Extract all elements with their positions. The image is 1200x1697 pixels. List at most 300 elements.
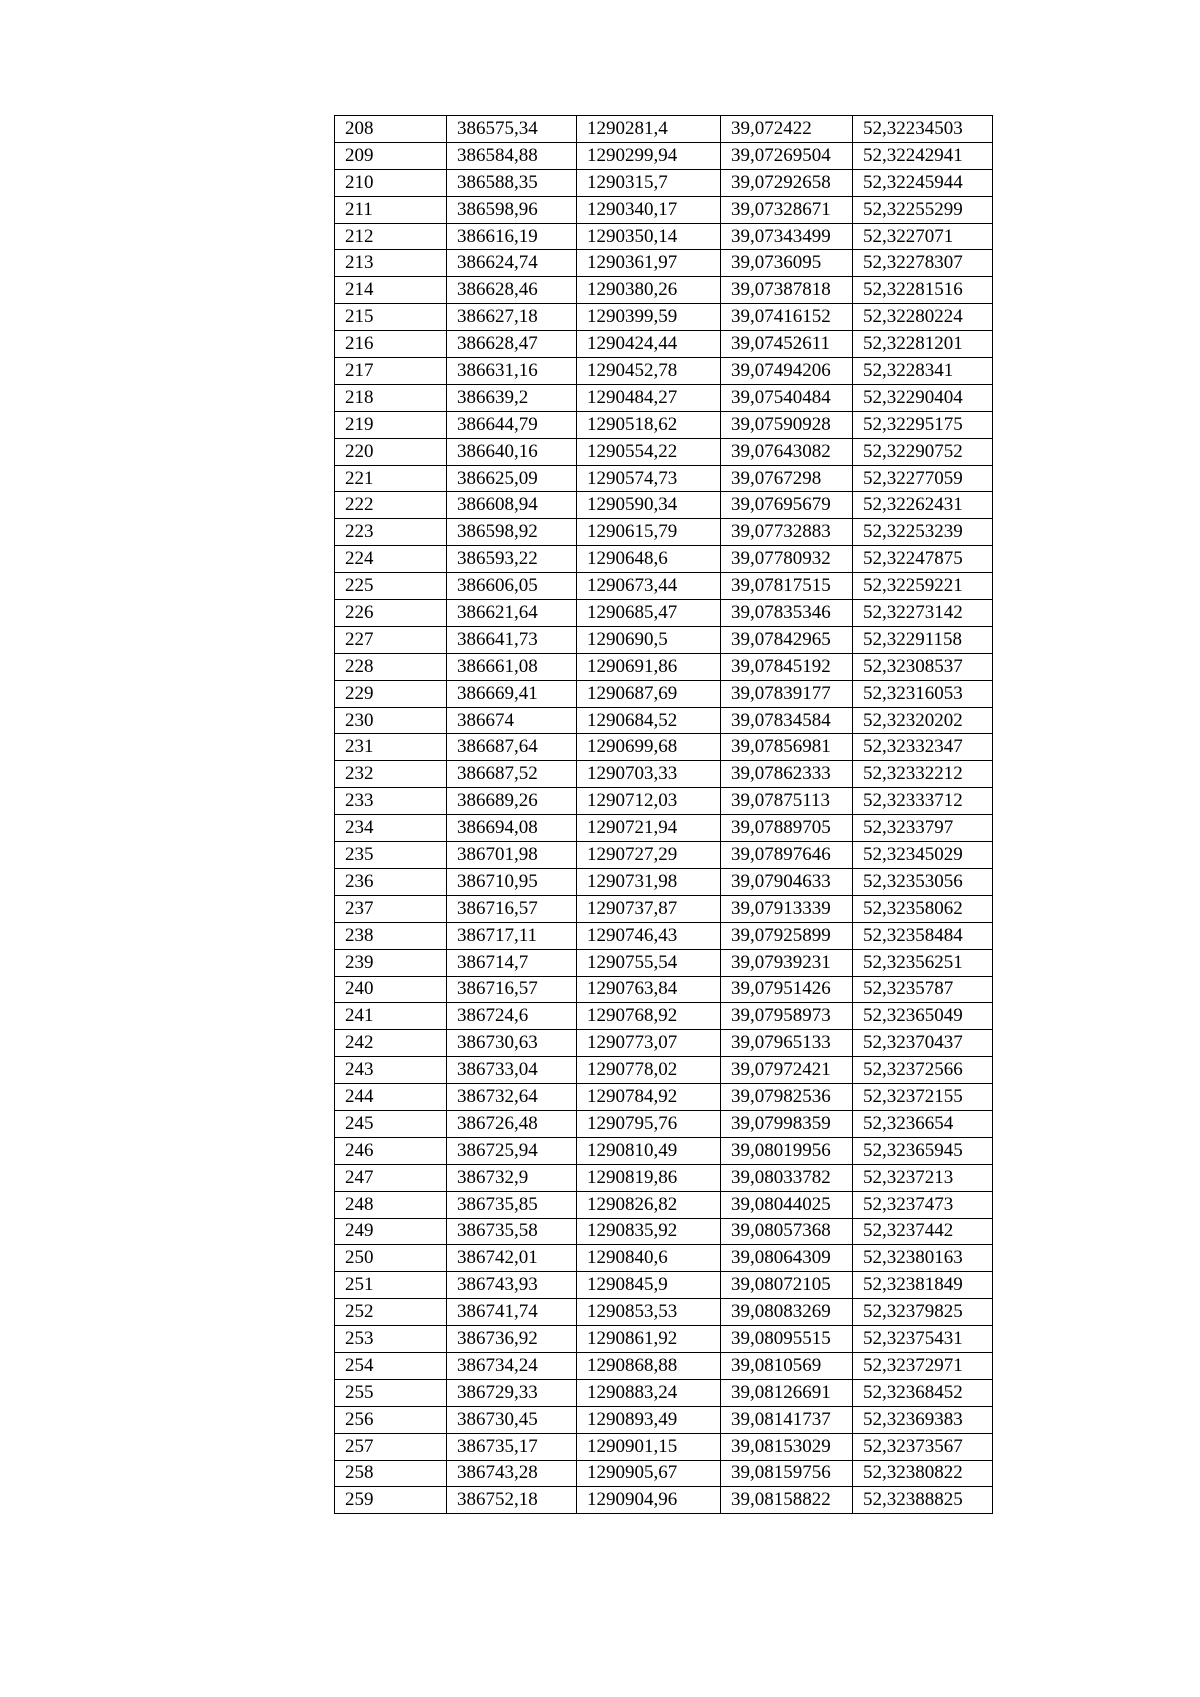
longitude-cell: 39,07862333 bbox=[721, 761, 853, 788]
latitude-cell: 52,32278307 bbox=[853, 250, 993, 277]
table-row bbox=[335, 573, 993, 600]
latitude-cell: 52,32280224 bbox=[853, 304, 993, 331]
point-number-cell: 251 bbox=[335, 1272, 447, 1299]
point-number-cell: 226 bbox=[335, 600, 447, 627]
longitude-cell: 39,07839177 bbox=[721, 680, 853, 707]
point-number-cell: 225 bbox=[335, 573, 447, 600]
y-coordinate-cell: 1290905,67 bbox=[577, 1460, 721, 1487]
latitude-cell: 52,32255299 bbox=[853, 196, 993, 223]
point-number-cell: 235 bbox=[335, 842, 447, 869]
x-coordinate-cell: 386598,96 bbox=[447, 196, 577, 223]
x-coordinate-cell: 386733,04 bbox=[447, 1057, 577, 1084]
latitude-cell: 52,32368452 bbox=[853, 1379, 993, 1406]
latitude-cell: 52,32381849 bbox=[853, 1272, 993, 1299]
point-number-cell: 208 bbox=[335, 116, 447, 143]
y-coordinate-cell: 1290690,5 bbox=[577, 626, 721, 653]
point-number-cell: 246 bbox=[335, 1137, 447, 1164]
latitude-cell: 52,32372155 bbox=[853, 1084, 993, 1111]
table-row bbox=[335, 653, 993, 680]
table-row bbox=[335, 1110, 993, 1137]
longitude-cell: 39,07328671 bbox=[721, 196, 853, 223]
y-coordinate-cell: 1290755,54 bbox=[577, 949, 721, 976]
x-coordinate-cell: 386627,18 bbox=[447, 304, 577, 331]
latitude-cell: 52,32353056 bbox=[853, 868, 993, 895]
x-coordinate-cell: 386735,58 bbox=[447, 1218, 577, 1245]
y-coordinate-cell: 1290810,49 bbox=[577, 1137, 721, 1164]
point-number-cell: 227 bbox=[335, 626, 447, 653]
table-row bbox=[335, 815, 993, 842]
x-coordinate-cell: 386729,33 bbox=[447, 1379, 577, 1406]
latitude-cell: 52,32262431 bbox=[853, 492, 993, 519]
latitude-cell: 52,32281201 bbox=[853, 331, 993, 358]
point-number-cell: 256 bbox=[335, 1406, 447, 1433]
table-row bbox=[335, 976, 993, 1003]
table-row bbox=[335, 868, 993, 895]
point-number-cell: 219 bbox=[335, 411, 447, 438]
x-coordinate-cell: 386732,64 bbox=[447, 1084, 577, 1111]
x-coordinate-cell: 386584,88 bbox=[447, 142, 577, 169]
table-row bbox=[335, 1137, 993, 1164]
table-row bbox=[335, 331, 993, 358]
table-row bbox=[335, 384, 993, 411]
x-coordinate-cell: 386743,93 bbox=[447, 1272, 577, 1299]
point-number-cell: 210 bbox=[335, 169, 447, 196]
x-coordinate-cell: 386687,64 bbox=[447, 734, 577, 761]
latitude-cell: 52,32242941 bbox=[853, 142, 993, 169]
x-coordinate-cell: 386742,01 bbox=[447, 1245, 577, 1272]
point-number-cell: 242 bbox=[335, 1030, 447, 1057]
table-row bbox=[335, 1326, 993, 1353]
y-coordinate-cell: 1290868,88 bbox=[577, 1352, 721, 1379]
longitude-cell: 39,07897646 bbox=[721, 842, 853, 869]
x-coordinate-cell: 386736,92 bbox=[447, 1326, 577, 1353]
longitude-cell: 39,07416152 bbox=[721, 304, 853, 331]
longitude-cell: 39,07590928 bbox=[721, 411, 853, 438]
table-row bbox=[335, 411, 993, 438]
x-coordinate-cell: 386628,46 bbox=[447, 277, 577, 304]
x-coordinate-cell: 386641,73 bbox=[447, 626, 577, 653]
latitude-cell: 52,32333712 bbox=[853, 788, 993, 815]
x-coordinate-cell: 386639,2 bbox=[447, 384, 577, 411]
y-coordinate-cell: 1290773,07 bbox=[577, 1030, 721, 1057]
longitude-cell: 39,08095515 bbox=[721, 1326, 853, 1353]
longitude-cell: 39,08159756 bbox=[721, 1460, 853, 1487]
longitude-cell: 39,07540484 bbox=[721, 384, 853, 411]
x-coordinate-cell: 386734,24 bbox=[447, 1352, 577, 1379]
latitude-cell: 52,32375431 bbox=[853, 1326, 993, 1353]
point-number-cell: 228 bbox=[335, 653, 447, 680]
longitude-cell: 39,07835346 bbox=[721, 600, 853, 627]
point-number-cell: 216 bbox=[335, 331, 447, 358]
point-number-cell: 248 bbox=[335, 1191, 447, 1218]
point-number-cell: 229 bbox=[335, 680, 447, 707]
point-number-cell: 232 bbox=[335, 761, 447, 788]
table-row bbox=[335, 1433, 993, 1460]
y-coordinate-cell: 1290615,79 bbox=[577, 519, 721, 546]
table-row bbox=[335, 1003, 993, 1030]
y-coordinate-cell: 1290574,73 bbox=[577, 465, 721, 492]
latitude-cell: 52,3237473 bbox=[853, 1191, 993, 1218]
latitude-cell: 52,32379825 bbox=[853, 1299, 993, 1326]
longitude-cell: 39,08064309 bbox=[721, 1245, 853, 1272]
x-coordinate-cell: 386741,74 bbox=[447, 1299, 577, 1326]
x-coordinate-cell: 386694,08 bbox=[447, 815, 577, 842]
table-row bbox=[335, 358, 993, 385]
latitude-cell: 52,3227071 bbox=[853, 223, 993, 250]
point-number-cell: 243 bbox=[335, 1057, 447, 1084]
latitude-cell: 52,32320202 bbox=[853, 707, 993, 734]
y-coordinate-cell: 1290554,22 bbox=[577, 438, 721, 465]
y-coordinate-cell: 1290712,03 bbox=[577, 788, 721, 815]
longitude-cell: 39,07913339 bbox=[721, 895, 853, 922]
longitude-cell: 39,07925899 bbox=[721, 922, 853, 949]
y-coordinate-cell: 1290826,82 bbox=[577, 1191, 721, 1218]
point-number-cell: 223 bbox=[335, 519, 447, 546]
longitude-cell: 39,07958973 bbox=[721, 1003, 853, 1030]
latitude-cell: 52,32345029 bbox=[853, 842, 993, 869]
y-coordinate-cell: 1290737,87 bbox=[577, 895, 721, 922]
y-coordinate-cell: 1290763,84 bbox=[577, 976, 721, 1003]
point-number-cell: 255 bbox=[335, 1379, 447, 1406]
y-coordinate-cell: 1290452,78 bbox=[577, 358, 721, 385]
y-coordinate-cell: 1290819,86 bbox=[577, 1164, 721, 1191]
longitude-cell: 39,08044025 bbox=[721, 1191, 853, 1218]
table-row bbox=[335, 788, 993, 815]
latitude-cell: 52,32290404 bbox=[853, 384, 993, 411]
longitude-cell: 39,07951426 bbox=[721, 976, 853, 1003]
table-row bbox=[335, 626, 993, 653]
x-coordinate-cell: 386687,52 bbox=[447, 761, 577, 788]
y-coordinate-cell: 1290901,15 bbox=[577, 1433, 721, 1460]
latitude-cell: 52,32380163 bbox=[853, 1245, 993, 1272]
latitude-cell: 52,32332347 bbox=[853, 734, 993, 761]
x-coordinate-cell: 386624,74 bbox=[447, 250, 577, 277]
point-number-cell: 231 bbox=[335, 734, 447, 761]
longitude-cell: 39,07695679 bbox=[721, 492, 853, 519]
longitude-cell: 39,08153029 bbox=[721, 1433, 853, 1460]
longitude-cell: 39,07494206 bbox=[721, 358, 853, 385]
longitude-cell: 39,07982536 bbox=[721, 1084, 853, 1111]
x-coordinate-cell: 386716,57 bbox=[447, 976, 577, 1003]
y-coordinate-cell: 1290746,43 bbox=[577, 922, 721, 949]
x-coordinate-cell: 386725,94 bbox=[447, 1137, 577, 1164]
table-row bbox=[335, 492, 993, 519]
longitude-cell: 39,08019956 bbox=[721, 1137, 853, 1164]
latitude-cell: 52,32388825 bbox=[853, 1487, 993, 1514]
y-coordinate-cell: 1290315,7 bbox=[577, 169, 721, 196]
point-number-cell: 254 bbox=[335, 1352, 447, 1379]
table-row bbox=[335, 707, 993, 734]
longitude-cell: 39,0767298 bbox=[721, 465, 853, 492]
latitude-cell: 52,3237442 bbox=[853, 1218, 993, 1245]
point-number-cell: 247 bbox=[335, 1164, 447, 1191]
x-coordinate-cell: 386743,28 bbox=[447, 1460, 577, 1487]
x-coordinate-cell: 386608,94 bbox=[447, 492, 577, 519]
y-coordinate-cell: 1290703,33 bbox=[577, 761, 721, 788]
table-row bbox=[335, 1379, 993, 1406]
table-row bbox=[335, 1460, 993, 1487]
table-row bbox=[335, 734, 993, 761]
x-coordinate-cell: 386598,92 bbox=[447, 519, 577, 546]
y-coordinate-cell: 1290281,4 bbox=[577, 116, 721, 143]
latitude-cell: 52,32277059 bbox=[853, 465, 993, 492]
latitude-cell: 52,3236654 bbox=[853, 1110, 993, 1137]
y-coordinate-cell: 1290361,97 bbox=[577, 250, 721, 277]
point-number-cell: 209 bbox=[335, 142, 447, 169]
y-coordinate-cell: 1290340,17 bbox=[577, 196, 721, 223]
longitude-cell: 39,08072105 bbox=[721, 1272, 853, 1299]
x-coordinate-cell: 386606,05 bbox=[447, 573, 577, 600]
point-number-cell: 252 bbox=[335, 1299, 447, 1326]
point-number-cell: 258 bbox=[335, 1460, 447, 1487]
table-row bbox=[335, 949, 993, 976]
y-coordinate-cell: 1290424,44 bbox=[577, 331, 721, 358]
latitude-cell: 52,32290752 bbox=[853, 438, 993, 465]
table-row bbox=[335, 1191, 993, 1218]
longitude-cell: 39,07780932 bbox=[721, 546, 853, 573]
latitude-cell: 52,3228341 bbox=[853, 358, 993, 385]
point-number-cell: 214 bbox=[335, 277, 447, 304]
longitude-cell: 39,07269504 bbox=[721, 142, 853, 169]
latitude-cell: 52,32380822 bbox=[853, 1460, 993, 1487]
x-coordinate-cell: 386628,47 bbox=[447, 331, 577, 358]
point-number-cell: 221 bbox=[335, 465, 447, 492]
longitude-cell: 39,08033782 bbox=[721, 1164, 853, 1191]
table-row bbox=[335, 680, 993, 707]
longitude-cell: 39,07998359 bbox=[721, 1110, 853, 1137]
point-number-cell: 218 bbox=[335, 384, 447, 411]
point-number-cell: 215 bbox=[335, 304, 447, 331]
point-number-cell: 241 bbox=[335, 1003, 447, 1030]
longitude-cell: 39,08083269 bbox=[721, 1299, 853, 1326]
point-number-cell: 220 bbox=[335, 438, 447, 465]
y-coordinate-cell: 1290590,34 bbox=[577, 492, 721, 519]
table-row bbox=[335, 1406, 993, 1433]
x-coordinate-cell: 386575,34 bbox=[447, 116, 577, 143]
longitude-cell: 39,07856981 bbox=[721, 734, 853, 761]
latitude-cell: 52,32245944 bbox=[853, 169, 993, 196]
y-coordinate-cell: 1290699,68 bbox=[577, 734, 721, 761]
table-row bbox=[335, 304, 993, 331]
latitude-cell: 52,32291158 bbox=[853, 626, 993, 653]
latitude-cell: 52,32247875 bbox=[853, 546, 993, 573]
coordinates-table bbox=[334, 115, 993, 1514]
table-row bbox=[335, 600, 993, 627]
y-coordinate-cell: 1290904,96 bbox=[577, 1487, 721, 1514]
point-number-cell: 236 bbox=[335, 868, 447, 895]
point-number-cell: 249 bbox=[335, 1218, 447, 1245]
point-number-cell: 253 bbox=[335, 1326, 447, 1353]
y-coordinate-cell: 1290687,69 bbox=[577, 680, 721, 707]
x-coordinate-cell: 386735,17 bbox=[447, 1433, 577, 1460]
latitude-cell: 52,32358484 bbox=[853, 922, 993, 949]
latitude-cell: 52,32365049 bbox=[853, 1003, 993, 1030]
x-coordinate-cell: 386724,6 bbox=[447, 1003, 577, 1030]
y-coordinate-cell: 1290685,47 bbox=[577, 600, 721, 627]
y-coordinate-cell: 1290861,92 bbox=[577, 1326, 721, 1353]
longitude-cell: 39,07904633 bbox=[721, 868, 853, 895]
x-coordinate-cell: 386716,57 bbox=[447, 895, 577, 922]
table-row bbox=[335, 546, 993, 573]
y-coordinate-cell: 1290299,94 bbox=[577, 142, 721, 169]
y-coordinate-cell: 1290399,59 bbox=[577, 304, 721, 331]
point-number-cell: 212 bbox=[335, 223, 447, 250]
latitude-cell: 52,32356251 bbox=[853, 949, 993, 976]
y-coordinate-cell: 1290893,49 bbox=[577, 1406, 721, 1433]
point-number-cell: 230 bbox=[335, 707, 447, 734]
latitude-cell: 52,32372971 bbox=[853, 1352, 993, 1379]
table-row bbox=[335, 1030, 993, 1057]
latitude-cell: 52,32295175 bbox=[853, 411, 993, 438]
longitude-cell: 39,072422 bbox=[721, 116, 853, 143]
x-coordinate-cell: 386710,95 bbox=[447, 868, 577, 895]
latitude-cell: 52,32358062 bbox=[853, 895, 993, 922]
y-coordinate-cell: 1290784,92 bbox=[577, 1084, 721, 1111]
x-coordinate-cell: 386631,16 bbox=[447, 358, 577, 385]
table-row bbox=[335, 1272, 993, 1299]
x-coordinate-cell: 386625,09 bbox=[447, 465, 577, 492]
table-row bbox=[335, 1084, 993, 1111]
latitude-cell: 52,32259221 bbox=[853, 573, 993, 600]
latitude-cell: 52,32234503 bbox=[853, 116, 993, 143]
y-coordinate-cell: 1290673,44 bbox=[577, 573, 721, 600]
y-coordinate-cell: 1290518,62 bbox=[577, 411, 721, 438]
y-coordinate-cell: 1290795,76 bbox=[577, 1110, 721, 1137]
table-row bbox=[335, 438, 993, 465]
longitude-cell: 39,07452611 bbox=[721, 331, 853, 358]
table-row bbox=[335, 895, 993, 922]
y-coordinate-cell: 1290484,27 bbox=[577, 384, 721, 411]
table-row bbox=[335, 519, 993, 546]
longitude-cell: 39,07834584 bbox=[721, 707, 853, 734]
y-coordinate-cell: 1290768,92 bbox=[577, 1003, 721, 1030]
point-number-cell: 240 bbox=[335, 976, 447, 1003]
latitude-cell: 52,3233797 bbox=[853, 815, 993, 842]
longitude-cell: 39,08126691 bbox=[721, 1379, 853, 1406]
point-number-cell: 211 bbox=[335, 196, 447, 223]
table-row bbox=[335, 169, 993, 196]
x-coordinate-cell: 386730,45 bbox=[447, 1406, 577, 1433]
longitude-cell: 39,08158822 bbox=[721, 1487, 853, 1514]
table-row bbox=[335, 1487, 993, 1514]
x-coordinate-cell: 386621,64 bbox=[447, 600, 577, 627]
y-coordinate-cell: 1290380,26 bbox=[577, 277, 721, 304]
x-coordinate-cell: 386701,98 bbox=[447, 842, 577, 869]
x-coordinate-cell: 386732,9 bbox=[447, 1164, 577, 1191]
table-row bbox=[335, 142, 993, 169]
y-coordinate-cell: 1290835,92 bbox=[577, 1218, 721, 1245]
y-coordinate-cell: 1290691,86 bbox=[577, 653, 721, 680]
longitude-cell: 39,07732883 bbox=[721, 519, 853, 546]
x-coordinate-cell: 386730,63 bbox=[447, 1030, 577, 1057]
longitude-cell: 39,08141737 bbox=[721, 1406, 853, 1433]
point-number-cell: 257 bbox=[335, 1433, 447, 1460]
table-row bbox=[335, 116, 993, 143]
table-row bbox=[335, 1245, 993, 1272]
x-coordinate-cell: 386616,19 bbox=[447, 223, 577, 250]
longitude-cell: 39,07643082 bbox=[721, 438, 853, 465]
x-coordinate-cell: 386752,18 bbox=[447, 1487, 577, 1514]
latitude-cell: 52,32369383 bbox=[853, 1406, 993, 1433]
longitude-cell: 39,07939231 bbox=[721, 949, 853, 976]
x-coordinate-cell: 386593,22 bbox=[447, 546, 577, 573]
longitude-cell: 39,07875113 bbox=[721, 788, 853, 815]
latitude-cell: 52,3237213 bbox=[853, 1164, 993, 1191]
latitude-cell: 52,32373567 bbox=[853, 1433, 993, 1460]
x-coordinate-cell: 386669,41 bbox=[447, 680, 577, 707]
table-row bbox=[335, 277, 993, 304]
latitude-cell: 52,32332212 bbox=[853, 761, 993, 788]
point-number-cell: 239 bbox=[335, 949, 447, 976]
longitude-cell: 39,07889705 bbox=[721, 815, 853, 842]
longitude-cell: 39,07817515 bbox=[721, 573, 853, 600]
table-row bbox=[335, 1352, 993, 1379]
y-coordinate-cell: 1290684,52 bbox=[577, 707, 721, 734]
point-number-cell: 213 bbox=[335, 250, 447, 277]
x-coordinate-cell: 386644,79 bbox=[447, 411, 577, 438]
table-row bbox=[335, 223, 993, 250]
table-row bbox=[335, 1299, 993, 1326]
longitude-cell: 39,07845192 bbox=[721, 653, 853, 680]
table-row bbox=[335, 922, 993, 949]
longitude-cell: 39,07343499 bbox=[721, 223, 853, 250]
longitude-cell: 39,07842965 bbox=[721, 626, 853, 653]
x-coordinate-cell: 386735,85 bbox=[447, 1191, 577, 1218]
coordinates-table-body bbox=[335, 116, 993, 1514]
x-coordinate-cell: 386689,26 bbox=[447, 788, 577, 815]
longitude-cell: 39,07292658 bbox=[721, 169, 853, 196]
table-row bbox=[335, 761, 993, 788]
table-row bbox=[335, 842, 993, 869]
point-number-cell: 222 bbox=[335, 492, 447, 519]
x-coordinate-cell: 386726,48 bbox=[447, 1110, 577, 1137]
latitude-cell: 52,32365945 bbox=[853, 1137, 993, 1164]
latitude-cell: 52,3235787 bbox=[853, 976, 993, 1003]
point-number-cell: 244 bbox=[335, 1084, 447, 1111]
longitude-cell: 39,0736095 bbox=[721, 250, 853, 277]
longitude-cell: 39,07387818 bbox=[721, 277, 853, 304]
point-number-cell: 245 bbox=[335, 1110, 447, 1137]
x-coordinate-cell: 386714,7 bbox=[447, 949, 577, 976]
latitude-cell: 52,32253239 bbox=[853, 519, 993, 546]
latitude-cell: 52,32370437 bbox=[853, 1030, 993, 1057]
x-coordinate-cell: 386588,35 bbox=[447, 169, 577, 196]
longitude-cell: 39,08057368 bbox=[721, 1218, 853, 1245]
x-coordinate-cell: 386674 bbox=[447, 707, 577, 734]
point-number-cell: 217 bbox=[335, 358, 447, 385]
table-row bbox=[335, 196, 993, 223]
y-coordinate-cell: 1290883,24 bbox=[577, 1379, 721, 1406]
longitude-cell: 39,07965133 bbox=[721, 1030, 853, 1057]
table-row bbox=[335, 1218, 993, 1245]
table-row bbox=[335, 1164, 993, 1191]
point-number-cell: 238 bbox=[335, 922, 447, 949]
y-coordinate-cell: 1290721,94 bbox=[577, 815, 721, 842]
x-coordinate-cell: 386640,16 bbox=[447, 438, 577, 465]
y-coordinate-cell: 1290778,02 bbox=[577, 1057, 721, 1084]
y-coordinate-cell: 1290727,29 bbox=[577, 842, 721, 869]
point-number-cell: 224 bbox=[335, 546, 447, 573]
y-coordinate-cell: 1290648,6 bbox=[577, 546, 721, 573]
y-coordinate-cell: 1290350,14 bbox=[577, 223, 721, 250]
point-number-cell: 233 bbox=[335, 788, 447, 815]
latitude-cell: 52,32372566 bbox=[853, 1057, 993, 1084]
latitude-cell: 52,32308537 bbox=[853, 653, 993, 680]
table-row bbox=[335, 250, 993, 277]
y-coordinate-cell: 1290840,6 bbox=[577, 1245, 721, 1272]
x-coordinate-cell: 386717,11 bbox=[447, 922, 577, 949]
longitude-cell: 39,07972421 bbox=[721, 1057, 853, 1084]
